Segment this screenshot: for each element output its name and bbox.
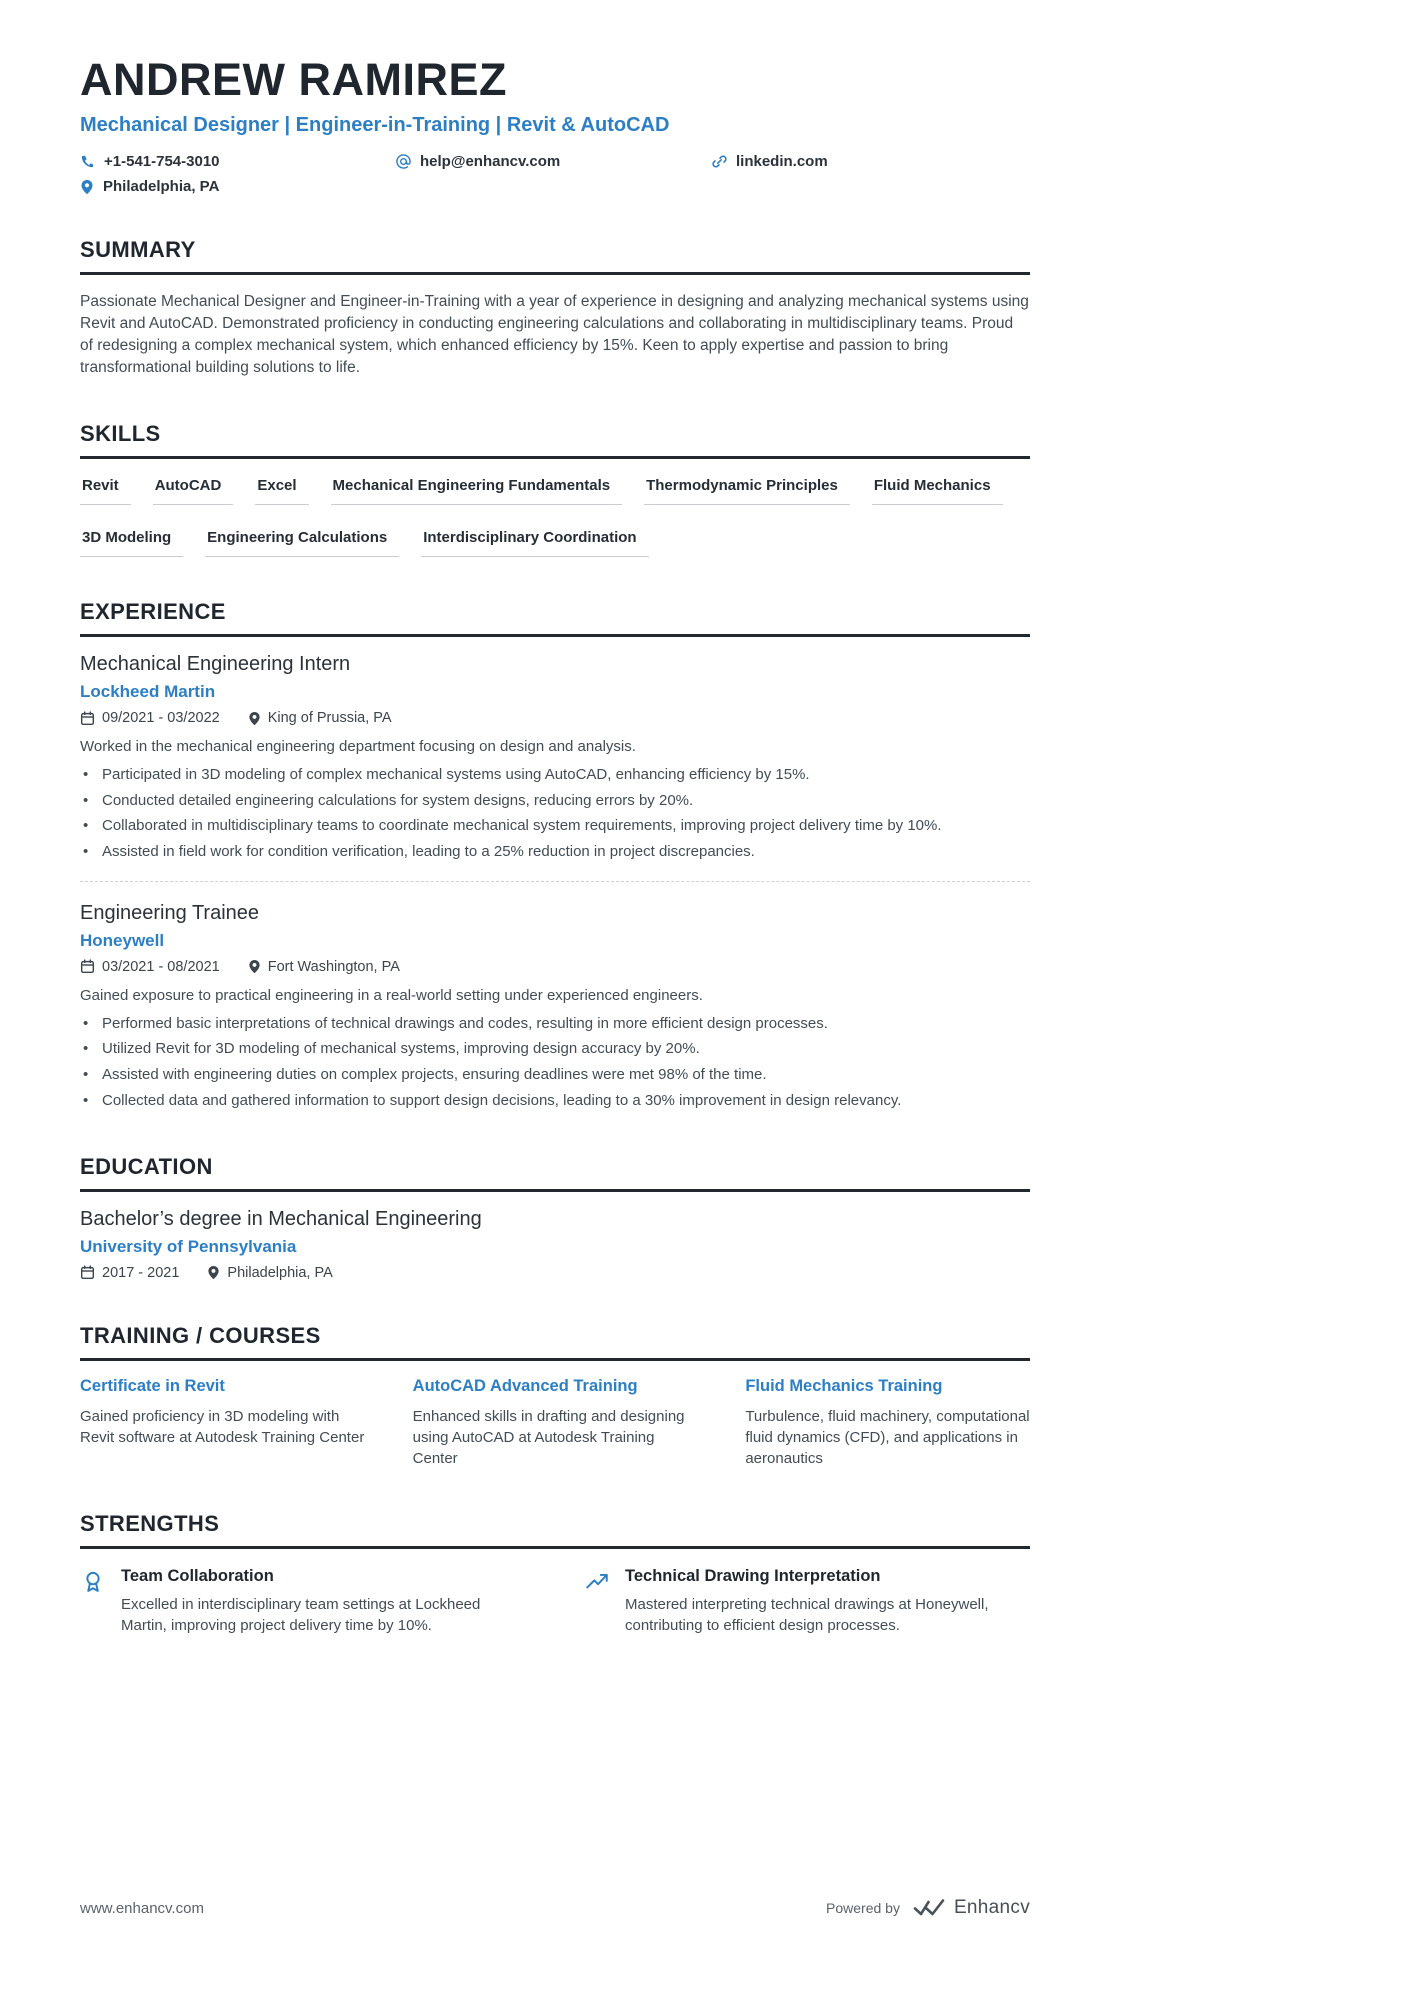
skill-item: 3D Modeling: [80, 529, 183, 557]
job-title: Mechanical Engineering Intern: [80, 653, 351, 675]
job-bullet: • Utilized Revit for 3D modeling of mechanical systems, improving design accuracy by 20%.: [80, 1039, 1030, 1060]
strengths-grid: [80, 1567, 1030, 1636]
job-bullet: • Assisted in field work for condition verification, leading to a 25% reduction in project discrepancies.: [80, 842, 1030, 863]
education-school: University of Pennsylvania: [80, 1236, 297, 1256]
job-company: Honeywell: [80, 930, 165, 950]
strength-description: Mastered interpreting technical drawings at Honeywell, contributing to efficient design processes.: [625, 1595, 989, 1634]
job-bullet: • Collected data and gathered information to support design decisions, leading to a 30% improvement in design relevancy.: [80, 1091, 1030, 1112]
candidate-headline: Mechanical Designer | Engineer-in-Training | Revit & AutoCAD: [80, 114, 670, 136]
course-description: Enhanced skills in drafting and designing using AutoCAD at Autodesk Training Center: [412, 1407, 685, 1467]
page-footer: [80, 1897, 1030, 1919]
course-description: Gained proficiency in 3D modeling with Revit software at Autodesk Training Center: [80, 1407, 365, 1446]
job-bullets: [80, 1014, 1030, 1112]
experience-entry: [80, 902, 1030, 1112]
job-bullet: • Participated in 3D modeling of complex mechanical systems using AutoCAD, enhancing efficiency by 15%.: [80, 765, 1030, 786]
job-intro: Worked in the mechanical engineering department focusing on design and analysis.: [80, 738, 636, 755]
education-heading: EDUCATION: [80, 1154, 1030, 1192]
calendar-icon: [80, 711, 95, 726]
summary-heading: SUMMARY: [80, 237, 1030, 275]
contact-phone: [80, 153, 396, 170]
skill-item: Mechanical Engineering Fundamentals: [331, 477, 623, 505]
summary-section: [80, 237, 1030, 379]
location-pin-icon: [207, 1265, 220, 1280]
contact-phone-text: +1-541-754-3010: [104, 153, 220, 170]
strength-body: [625, 1567, 1030, 1636]
strength-item: [584, 1567, 1030, 1636]
contact-location: [80, 178, 396, 195]
location-pin-icon: [248, 711, 261, 726]
course-item: [80, 1377, 365, 1469]
job-location: [248, 959, 400, 975]
enhancv-brand-name: Enhancv: [953, 1897, 1030, 1918]
powered-by: [826, 1897, 1030, 1919]
job-meta: [80, 959, 1030, 975]
job-title: Engineering Trainee: [80, 901, 260, 924]
course-title: Certificate in Revit: [80, 1376, 225, 1395]
job-dates: [80, 959, 220, 975]
footer-website-link[interactable]: www.enhancv.com: [80, 1899, 204, 1917]
courses-section: [80, 1323, 1030, 1469]
contact-link-text: linkedin.com: [736, 153, 828, 170]
job-location-text: King of Prussia, PA: [267, 710, 392, 726]
job-location: [248, 710, 392, 726]
education-degree: Bachelor’s degree in Mechanical Engineering: [80, 1207, 482, 1230]
strength-title: Team Collaboration: [121, 1566, 274, 1585]
contact-email[interactable]: [396, 153, 712, 170]
skills-list: [80, 477, 1030, 557]
job-bullet: • Conducted detailed engineering calculations for system designs, reducing errors by 20%.: [80, 791, 1030, 812]
courses-heading: TRAINING / COURSES: [80, 1323, 1030, 1361]
education-dates: [80, 1265, 179, 1281]
powered-by-label: Powered by: [826, 1900, 900, 1916]
summary-text: Passionate Mechanical Designer and Engineer-in-Training with a year of experience in designing and analyzing mechanical systems using Revit and AutoCAD. Demonstrated proficiency in conducting engineering calculations and collaborating in multidisciplinary teams. Proud of redesigning a complex mechanical system, which enhanced efficiency by 15%. Keen to apply expertise and passion to bring transformational building solutions to life.: [80, 293, 1029, 376]
strength-description: Excelled in interdisciplinary team settings at Lockheed Martin, improving project delivery time by 10%.: [121, 1595, 481, 1634]
email-icon: [396, 154, 411, 169]
location-pin-icon: [80, 179, 94, 195]
courses-grid: [80, 1377, 1030, 1469]
course-title: Fluid Mechanics Training: [745, 1376, 943, 1395]
skills-heading: SKILLS: [80, 421, 1030, 459]
course-item: [745, 1377, 1030, 1469]
education-section: [80, 1154, 1030, 1281]
strength-title: Technical Drawing Interpretation: [625, 1566, 881, 1585]
strength-body: [121, 1567, 526, 1636]
resume-header: [80, 54, 1030, 195]
contact-location-text: Philadelphia, PA: [103, 178, 220, 195]
job-location-text: Fort Washington, PA: [267, 958, 400, 975]
strengths-section: [80, 1511, 1030, 1636]
link-icon: [712, 154, 727, 169]
skill-item: Thermodynamic Principles: [644, 477, 850, 505]
skill-item: Fluid Mechanics: [872, 477, 1003, 505]
contact-link[interactable]: [712, 153, 1028, 170]
skill-item: Revit: [80, 477, 131, 505]
education-meta: [80, 1265, 1030, 1281]
job-dates-text: 03/2021 - 08/2021: [102, 958, 220, 975]
strength-item: [80, 1567, 526, 1636]
contact-row-2: [80, 178, 1030, 195]
job-company: Lockheed Martin: [80, 682, 216, 701]
job-intro: Gained exposure to practical engineering in a real-world setting under experienced engineers.: [80, 986, 703, 1004]
job-bullet: • Assisted with engineering duties on complex projects, ensuring deadlines were met 98% of the time.: [80, 1065, 1030, 1086]
education-dates-text: 2017 - 2021: [102, 1264, 180, 1281]
course-title: AutoCAD Advanced Training: [412, 1376, 638, 1395]
strengths-heading: STRENGTHS: [80, 1511, 1030, 1549]
education-location-text: Philadelphia, PA: [227, 1264, 333, 1281]
calendar-icon: [80, 959, 95, 974]
medal-icon: [80, 1567, 106, 1636]
experience-entry: [80, 653, 1030, 863]
skill-item: AutoCAD: [153, 477, 234, 505]
education-location: [207, 1265, 332, 1281]
technical-drawing-icon: [584, 1567, 610, 1636]
job-bullet: • Collaborated in multidisciplinary teams to coordinate mechanical system requirements, improving project delivery time by 10%.: [80, 816, 1030, 837]
phone-icon: [80, 154, 95, 169]
job-meta: [80, 710, 1030, 726]
experience-section: [80, 599, 1030, 1112]
calendar-icon: [80, 1265, 95, 1280]
enhancv-logo-mark: [912, 1897, 946, 1919]
course-description: Turbulence, fluid machinery, computational fluid dynamics (CFD), and applications in aeronautics: [745, 1407, 1030, 1467]
experience-divider: [80, 881, 1030, 882]
skill-item: Excel: [255, 477, 308, 505]
job-bullets: [80, 765, 1030, 863]
job-bullet: • Performed basic interpretations of technical drawings and codes, resulting in more efficient design processes.: [80, 1014, 1030, 1035]
skill-item: Engineering Calculations: [205, 529, 399, 557]
enhancv-logo[interactable]: [912, 1897, 1030, 1919]
contact-email-text: help@enhancv.com: [420, 153, 561, 170]
skill-item: Interdisciplinary Coordination: [421, 529, 648, 557]
job-dates-text: 09/2021 - 03/2022: [102, 710, 220, 726]
contact-row-1: [80, 153, 1030, 170]
resume-content: [80, 54, 1030, 1636]
job-dates: [80, 710, 220, 726]
experience-heading: EXPERIENCE: [80, 599, 1030, 637]
location-pin-icon: [248, 959, 261, 974]
course-item: [413, 1377, 698, 1469]
candidate-name: ANDREW RAMIREZ: [80, 54, 507, 105]
skills-section: [80, 421, 1030, 557]
